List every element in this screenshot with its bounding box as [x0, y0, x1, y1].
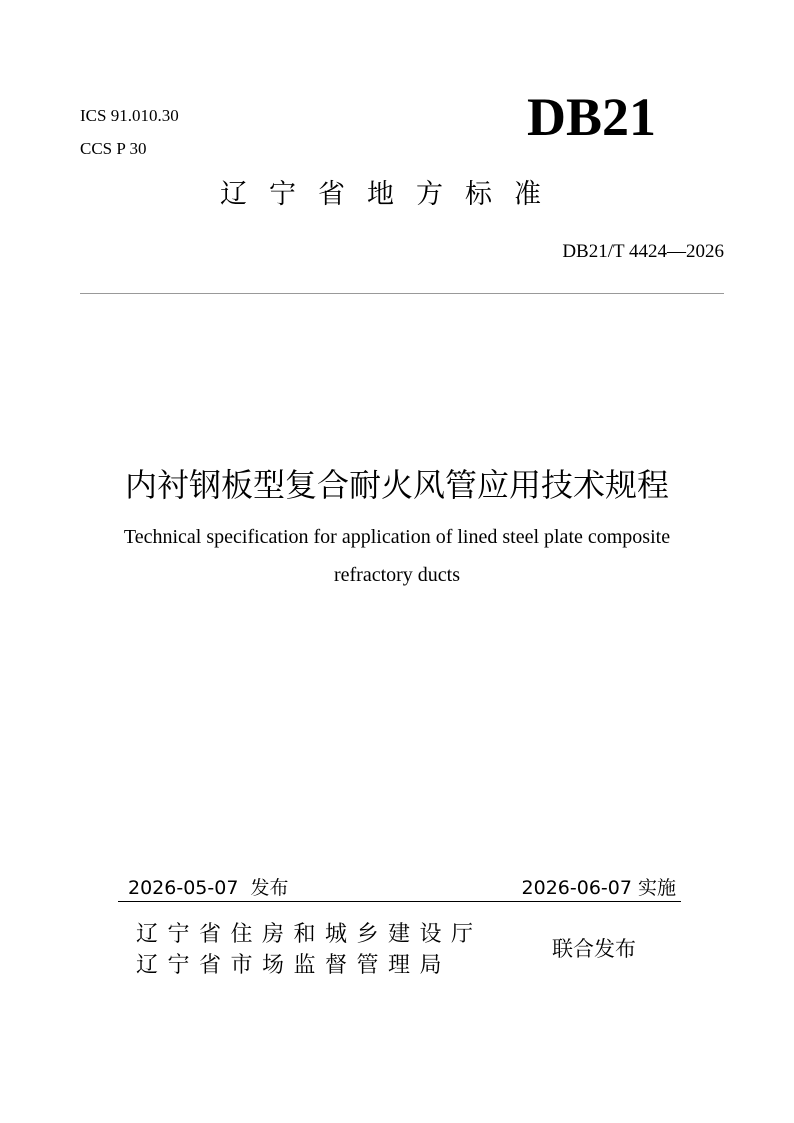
footer-divider: [118, 901, 681, 902]
issuer-housing-department: 辽宁省住房和城乡建设厅: [136, 922, 483, 947]
ics-code: ICS 91.010.30: [80, 106, 179, 125]
document-title-chinese: 内衬钢板型复合耐火风管应用技术规程: [124, 466, 669, 504]
standard-type-heading: 辽宁省地方标准: [220, 179, 563, 210]
header-divider: [80, 293, 724, 294]
document-title-english-line1: Technical specification for application of lined steel plate composite: [123, 526, 671, 548]
issuer-market-regulation: 辽宁省市场监督管理局: [136, 953, 452, 978]
document-title-english-line2: refractory ducts: [333, 564, 461, 586]
joint-release-label: 联合发布: [552, 937, 636, 961]
implementation-date: 2026-06-07 实施: [521, 877, 676, 899]
db21-logo: DB21: [527, 87, 657, 147]
ccs-code: CCS P 30: [80, 139, 147, 158]
issue-date: 2026-05-07 发布: [128, 877, 289, 899]
standard-number: DB21/T 4424—2026: [562, 241, 724, 262]
